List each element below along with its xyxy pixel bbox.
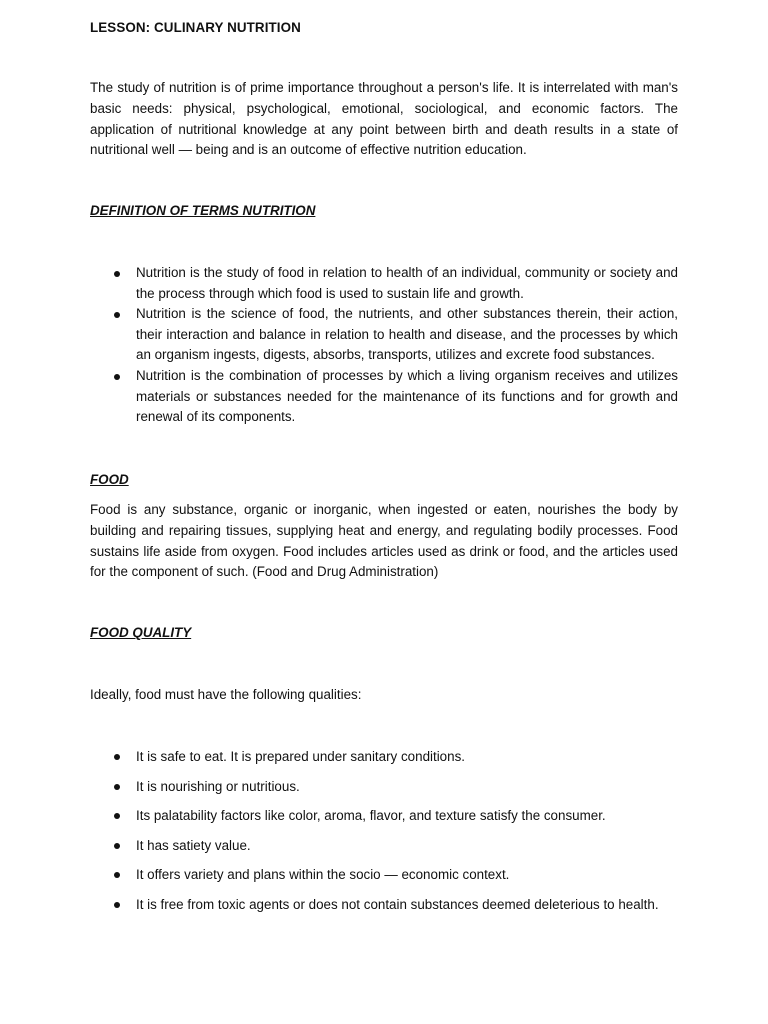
bullet-icon (114, 902, 120, 908)
food-quality-intro: Ideally, food must have the following qualities: (90, 687, 362, 702)
list-item (90, 832, 678, 860)
list-item (90, 743, 678, 771)
list-item-text: Nutrition is the science of food, the nutrients, and other substances therein, their action, their interaction and balance in relation to health and disease, and the processes by which an organism ingests, digests, absorbs, transports, utilizes and excrete food substances. (136, 306, 678, 363)
bullet-icon (114, 813, 120, 819)
list-item-text: It is nourishing or nutritious. (136, 778, 300, 794)
food-paragraph: Food is any substance, organic or inorganic, when ingested or eaten, nourishes the body by building and repairing tissues, supplying heat and energy, and regulating bodily processes. Food sustains life aside from oxygen. Food includes articles used as drink or food, and the articles used for the component of such. (Food and Drug Administration) (90, 502, 678, 580)
list-item-text: It is free from toxic agents or does not contain substances deemed deleterious to health. (136, 896, 659, 912)
intro-paragraph: The study of nutrition is of prime importance throughout a person's life. It is interrelated with man's basic needs: physical, psychological, emotional, sociological, and economic factors. The application of nutritional knowledge at any point between birth and death results in a state of nutritional well — being and is an outcome of effective nutrition education. (90, 80, 678, 158)
bullet-icon (114, 843, 120, 849)
bullet-icon (114, 784, 120, 790)
list-item (90, 263, 678, 304)
lesson-title: LESSON: CULINARY NUTRITION (90, 20, 301, 35)
list-item (90, 773, 678, 801)
bullet-icon (114, 754, 120, 760)
bullet-icon (114, 872, 120, 878)
list-item-text: Nutrition is the combination of processes by which a living organism receives and utilizes materials or substances needed for the maintenance of its functions and for growth and renewal of its components. (136, 367, 678, 425)
bullet-icon (114, 374, 120, 380)
bullet-icon (114, 312, 120, 318)
bullet-icon (114, 271, 120, 277)
list-item-text: It offers variety and plans within the socio — economic context. (136, 867, 510, 882)
list-item (90, 366, 678, 428)
food-heading: FOOD (90, 472, 129, 487)
list-item-text: It has satiety value. (136, 837, 251, 853)
list-item (90, 861, 678, 889)
list-item (90, 802, 678, 830)
food-quality-heading: FOOD QUALITY (90, 625, 192, 640)
list-item-text: It is safe to eat. It is prepared under sanitary conditions. (136, 749, 465, 764)
list-item-text: Nutrition is the study of food in relation to health of an individual, community or society and the process through which food is used to sustain life and growth. (136, 265, 678, 301)
definitions-heading: DEFINITION OF TERMS NUTRITION (90, 203, 316, 218)
food-quality-list (90, 743, 678, 920)
list-item (90, 304, 678, 366)
list-item-text: Its palatability factors like color, aroma, flavor, and texture satisfy the consumer. (136, 808, 606, 823)
list-item (90, 891, 678, 919)
definitions-list (90, 263, 678, 428)
